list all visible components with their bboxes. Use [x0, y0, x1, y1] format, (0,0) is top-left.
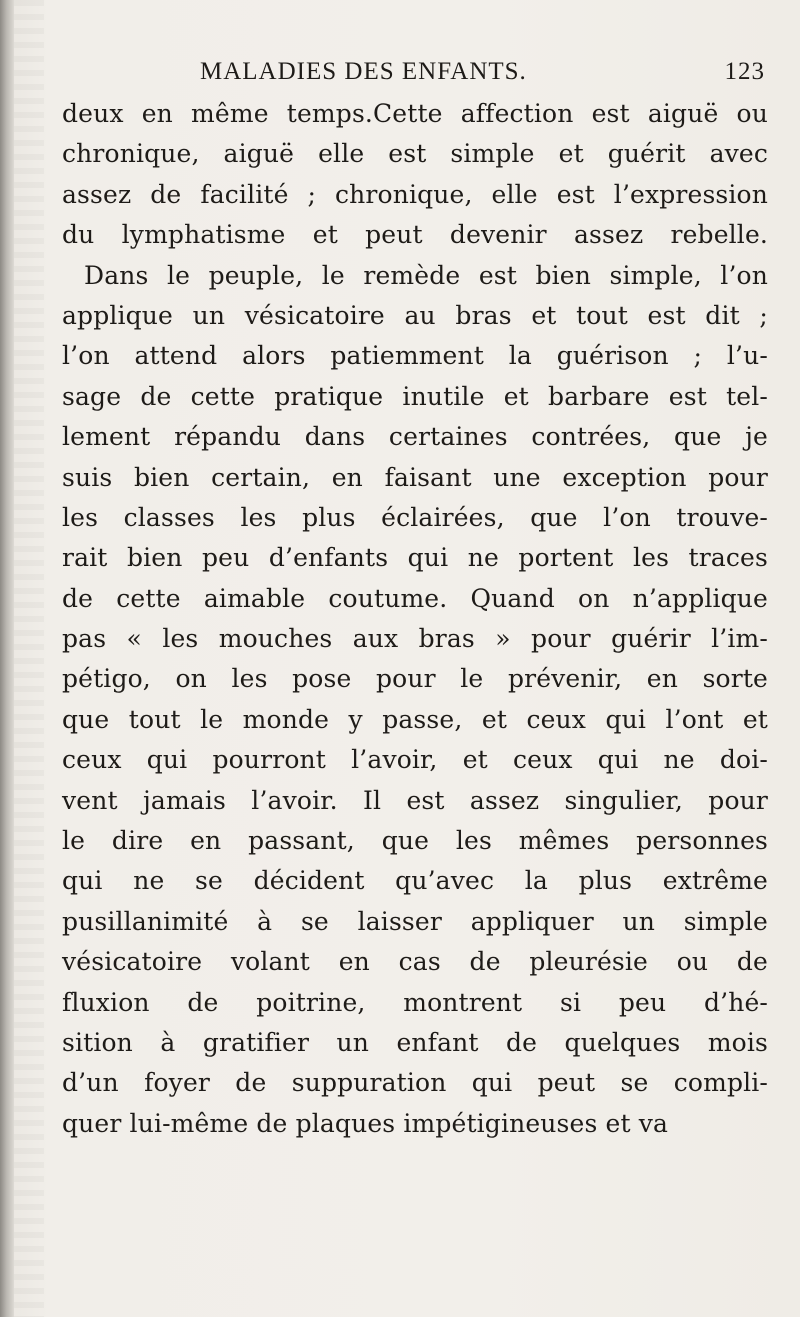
page-number: 123: [724, 58, 765, 85]
text-line: ceux qui pourront l’avoir, et ceux qui ne doi-: [62, 745, 768, 775]
text-line: que tout le monde y passe, et ceux qui l’ont et: [62, 704, 768, 734]
text-line: pusillanimité à se laisser appliquer un simple: [62, 906, 768, 936]
text-line: applique un vésicatoire au bras et tout est dit ;: [62, 300, 768, 330]
text-line: pas « les mouches aux bras » pour guérir l’im-: [62, 624, 768, 654]
text-line: chronique, aiguë elle est simple et guérit avec: [62, 139, 768, 169]
text-line: vent jamais l’avoir. Il est assez singulier, pour: [62, 785, 768, 815]
text-line: deux en même temps.Cette affection est aiguë ou: [62, 99, 768, 128]
page-binding-edge: [0, 0, 14, 1317]
text-line: vésicatoire volant en cas de pleurésie ou de: [62, 947, 768, 977]
body-text: [62, 94, 768, 1144]
binding-shadow: [14, 0, 44, 1317]
text-line: rait bien peu d’enfants qui ne portent les traces: [62, 543, 768, 573]
text-line: assez de facilité ; chronique, elle est l’expression: [62, 179, 768, 209]
text-line: fluxion de poitrine, montrent si peu d’hé-: [62, 987, 768, 1017]
text-line: quer lui-même de plaques impétigineuses et va: [62, 1108, 669, 1138]
text-line: sition à gratifier un enfant de quelques mois: [62, 1027, 768, 1057]
text-line: d’un foyer de suppuration qui peut se compli-: [62, 1068, 768, 1098]
text-line: les classes les plus éclairées, que l’on trouve-: [62, 502, 768, 532]
text-line: l’on attend alors patiemment la guérison ; l’u-: [62, 341, 768, 371]
text-line: suis bien certain, en faisant une exception pour: [62, 462, 768, 492]
text-line: lement répandu dans certaines contrées, que je: [62, 422, 768, 452]
text-line: du lymphatisme et peut devenir assez rebelle.: [62, 220, 768, 250]
text-line: le dire en passant, que les mêmes personnes: [62, 826, 768, 856]
text-line: pétigo, on les pose pour le prévenir, en sorte: [62, 664, 768, 694]
text-line: qui ne se décident qu’avec la plus extrême: [62, 866, 768, 896]
text-line: sage de cette pratique inutile et barbare est tel-: [62, 381, 768, 411]
text-line: de cette aimable coutume. Quand on n’applique: [62, 583, 768, 613]
running-head-title: MALADIES DES ENFANTS.: [200, 58, 527, 85]
running-head: [200, 58, 765, 94]
text-line: Dans le peuple, le remède est bien simple, l’on: [84, 260, 768, 290]
